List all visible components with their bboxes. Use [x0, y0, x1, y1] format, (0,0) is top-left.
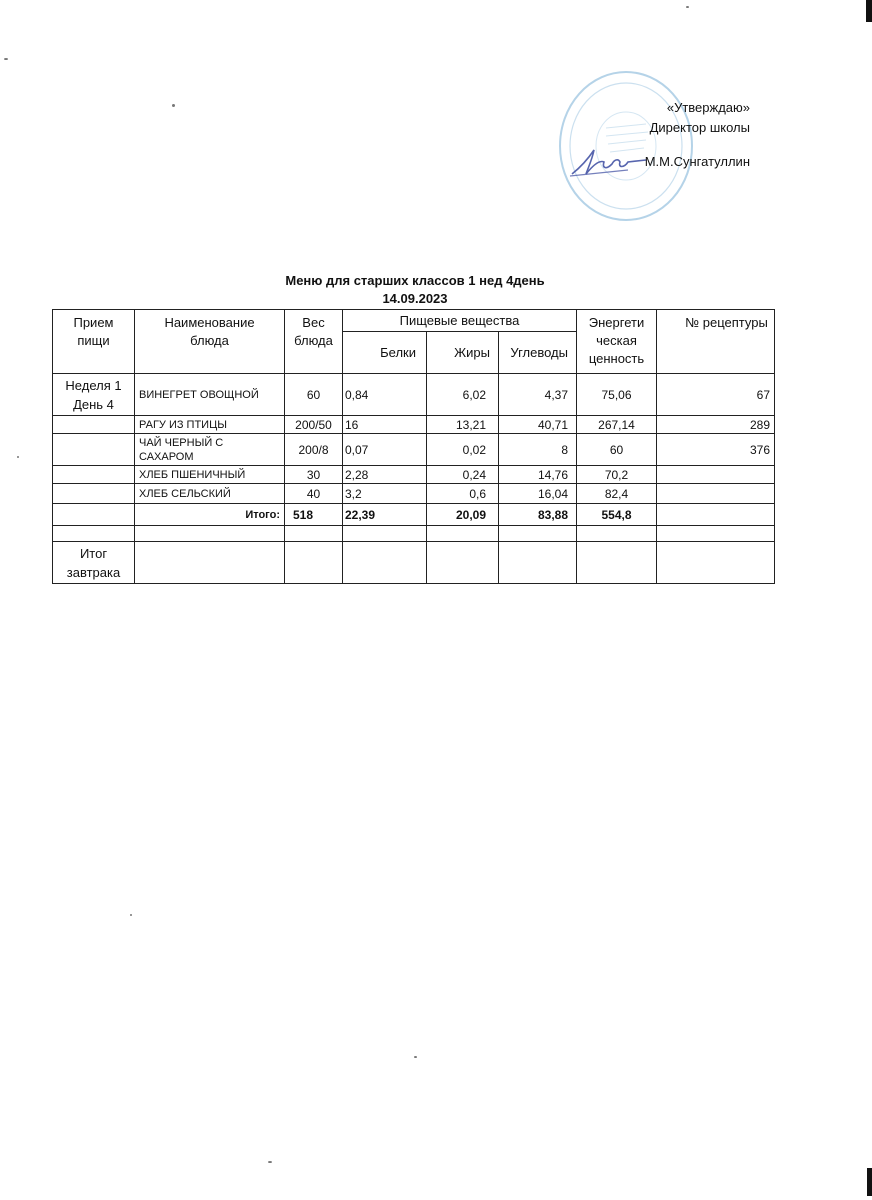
header-energy: Энергети ческая ценность — [577, 310, 657, 374]
dish-recipe: 376 — [657, 434, 775, 466]
header-carbs: Углеводы — [499, 332, 577, 374]
table-row — [53, 374, 775, 416]
meal-cell-empty — [53, 434, 135, 466]
dish-proteins: 3,2 — [343, 484, 427, 504]
dish-fats: 13,21 — [427, 416, 499, 434]
dish-fats: 0,02 — [427, 434, 499, 466]
dish-carbs: 14,76 — [499, 466, 577, 484]
empty-row — [53, 526, 775, 542]
dish-weight: 40 — [285, 484, 343, 504]
dish-name: ВИНЕГРЕТ ОВОЩНОЙ — [135, 374, 285, 416]
total-energy: 554,8 — [577, 504, 657, 526]
approval-position: Директор школы — [649, 120, 750, 135]
header-weight: Вес блюда — [285, 310, 343, 374]
dish-recipe: 67 — [657, 374, 775, 416]
dish-weight: 60 — [285, 374, 343, 416]
menu-title: Меню для старших классов 1 нед 4день — [285, 273, 545, 288]
scan-edge-mark — [866, 0, 872, 22]
table-row — [53, 434, 775, 466]
dish-carbs: 4,37 — [499, 374, 577, 416]
dish-carbs: 8 — [499, 434, 577, 466]
table-row — [53, 466, 775, 484]
dish-proteins: 0,84 — [343, 374, 427, 416]
table-header-row — [53, 310, 775, 332]
total-weight: 518 — [285, 504, 343, 526]
header-proteins: Белки — [343, 332, 427, 374]
approval-heading: «Утверждаю» — [666, 100, 750, 115]
total-label: Итого: — [135, 504, 285, 526]
scan-edge-mark — [867, 1168, 872, 1196]
approval-block — [560, 98, 750, 172]
dish-name: ХЛЕБ СЕЛЬСКИЙ — [135, 484, 285, 504]
dish-name: РАГУ ИЗ ПТИЦЫ — [135, 416, 285, 434]
dish-proteins: 0,07 — [343, 434, 427, 466]
total-recipe-empty — [657, 504, 775, 526]
dish-fats: 6,02 — [427, 374, 499, 416]
approval-director-name: М.М.Сунгатуллин — [644, 154, 750, 169]
header-nutrients: Пищевые вещества — [343, 310, 577, 332]
meal-cell-empty — [53, 504, 135, 526]
meal-cell-empty — [53, 484, 135, 504]
dish-energy: 60 — [577, 434, 657, 466]
total-row — [53, 504, 775, 526]
dish-proteins: 16 — [343, 416, 427, 434]
menu-date: 14.09.2023 — [382, 291, 448, 306]
breakfast-total-row — [53, 542, 775, 584]
meal-cell-empty — [53, 466, 135, 484]
dish-name: ЧАЙ ЧЕРНЫЙ С САХАРОМ — [135, 434, 285, 466]
dish-energy: 70,2 — [577, 466, 657, 484]
dish-recipe — [657, 466, 775, 484]
dish-carbs: 16,04 — [499, 484, 577, 504]
dish-fats: 0,24 — [427, 466, 499, 484]
menu-table — [52, 309, 775, 584]
dish-carbs: 40,71 — [499, 416, 577, 434]
table-row — [53, 416, 775, 434]
dish-weight: 30 — [285, 466, 343, 484]
dish-energy: 267,14 — [577, 416, 657, 434]
dish-energy: 75,06 — [577, 374, 657, 416]
header-recipe: № рецептуры — [657, 310, 775, 374]
meal-label: Неделя 1 День 4 — [53, 374, 135, 416]
header-dish: Наименование блюда — [135, 310, 285, 374]
dish-weight: 200/8 — [285, 434, 343, 466]
breakfast-total-label: Итог завтрака — [53, 542, 135, 584]
dish-proteins: 2,28 — [343, 466, 427, 484]
total-fats: 20,09 — [427, 504, 499, 526]
dish-fats: 0,6 — [427, 484, 499, 504]
header-meal: Прием пищи — [53, 310, 135, 374]
dish-name: ХЛЕБ ПШЕНИЧНЫЙ — [135, 466, 285, 484]
meal-cell-empty — [53, 416, 135, 434]
dish-recipe: 289 — [657, 416, 775, 434]
total-carbs: 83,88 — [499, 504, 577, 526]
header-fats: Жиры — [427, 332, 499, 374]
dish-energy: 82,4 — [577, 484, 657, 504]
table-row — [53, 484, 775, 504]
dish-weight: 200/50 — [285, 416, 343, 434]
total-proteins: 22,39 — [343, 504, 427, 526]
dish-recipe — [657, 484, 775, 504]
